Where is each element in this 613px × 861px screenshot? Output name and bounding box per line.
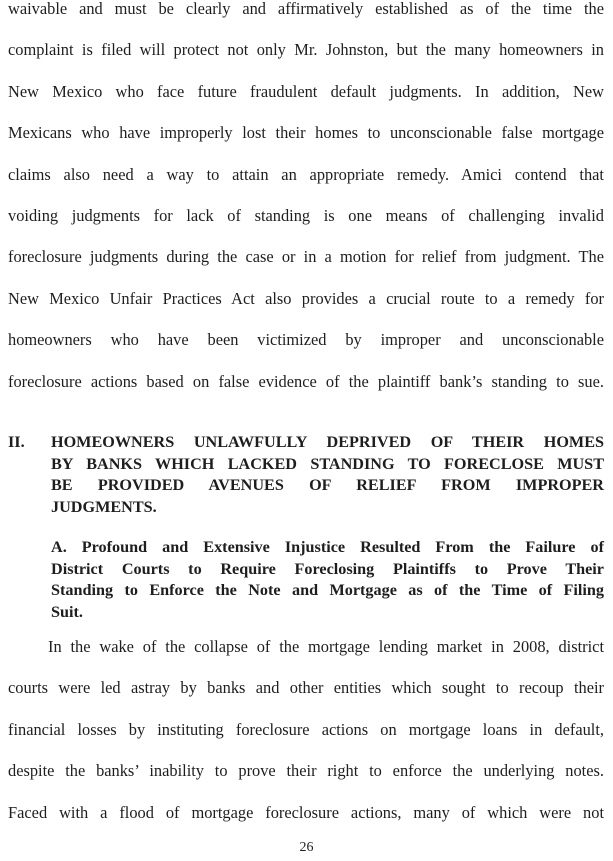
paragraph-line: homeowners who have been victimized by improper and unconscionable [8,330,604,350]
paragraph-line: foreclosure judgments during the case or in a motion for relief from judgment. The [8,247,604,267]
subsection-heading-line: Suit. [51,602,83,621]
body-paragraph-2 [8,626,604,833]
section-heading-line: JUDGMENTS. [51,497,157,516]
paragraph-line: foreclosure actions based on false evidence of the plaintiff bank’s standing to sue. [8,371,604,391]
paragraph-line: courts were led astray by banks and other entities which sought to recoup their [8,678,604,698]
paragraph-line: Mexicans who have improperly lost their homes to unconscionable false mortgage [8,123,604,143]
page-number: 26 [299,840,314,855]
subsection-heading [51,537,604,623]
paragraph-line [8,626,604,667]
paragraph-line: claims also need a way to attain an appropriate remedy. Amici contend that [8,164,604,184]
paragraph-line: despite the banks’ inability to prove their right to enforce the underlying notes. [8,761,604,781]
section-heading-line: BY BANKS WHICH LACKED STANDING TO FORECLOSE MUST [51,454,604,473]
section-heading [51,432,604,518]
paragraph-line: Faced with a flood of mortgage foreclosure actions, many of which were not [8,802,604,822]
subsection-heading-line: District Courts to Require Foreclosing Plaintiffs to Prove Their [51,559,604,578]
paragraph-line: New Mexico Unfair Practices Act also provides a crucial route to a remedy for [8,288,604,308]
body-paragraph-1 [8,0,604,402]
paragraph-line: voiding judgments for lack of standing is one means of challenging invalid [8,206,604,226]
section-heading-line: BE PROVIDED AVENUES OF RELIEF FROM IMPROPER [51,476,604,494]
subsection-heading-line: Standing to Enforce the Note and Mortgage as of the Time of Filing [51,581,604,599]
paragraph-line: waivable and must be clearly and affirmatively established as of the time the [8,0,604,18]
paragraph-line: financial losses by instituting foreclosure actions on mortgage loans in default, [8,719,604,739]
section-number: II. [8,433,25,451]
section-heading-line: HOMEOWNERS UNLAWFULLY DEPRIVED OF THEIR HOMES [51,433,604,451]
paragraph-line: complaint is filed will protect not only Mr. Johnston, but the many homeowners in [8,40,604,60]
subsection-heading-line: A. Profound and Extensive Injustice Resulted From the Failure of [51,538,604,556]
paragraph-line-text: In the wake of the collapse of the mortgage lending market in 2008, district [48,637,604,656]
paragraph-line: New Mexico who face future fraudulent default judgments. In addition, New [8,81,604,101]
